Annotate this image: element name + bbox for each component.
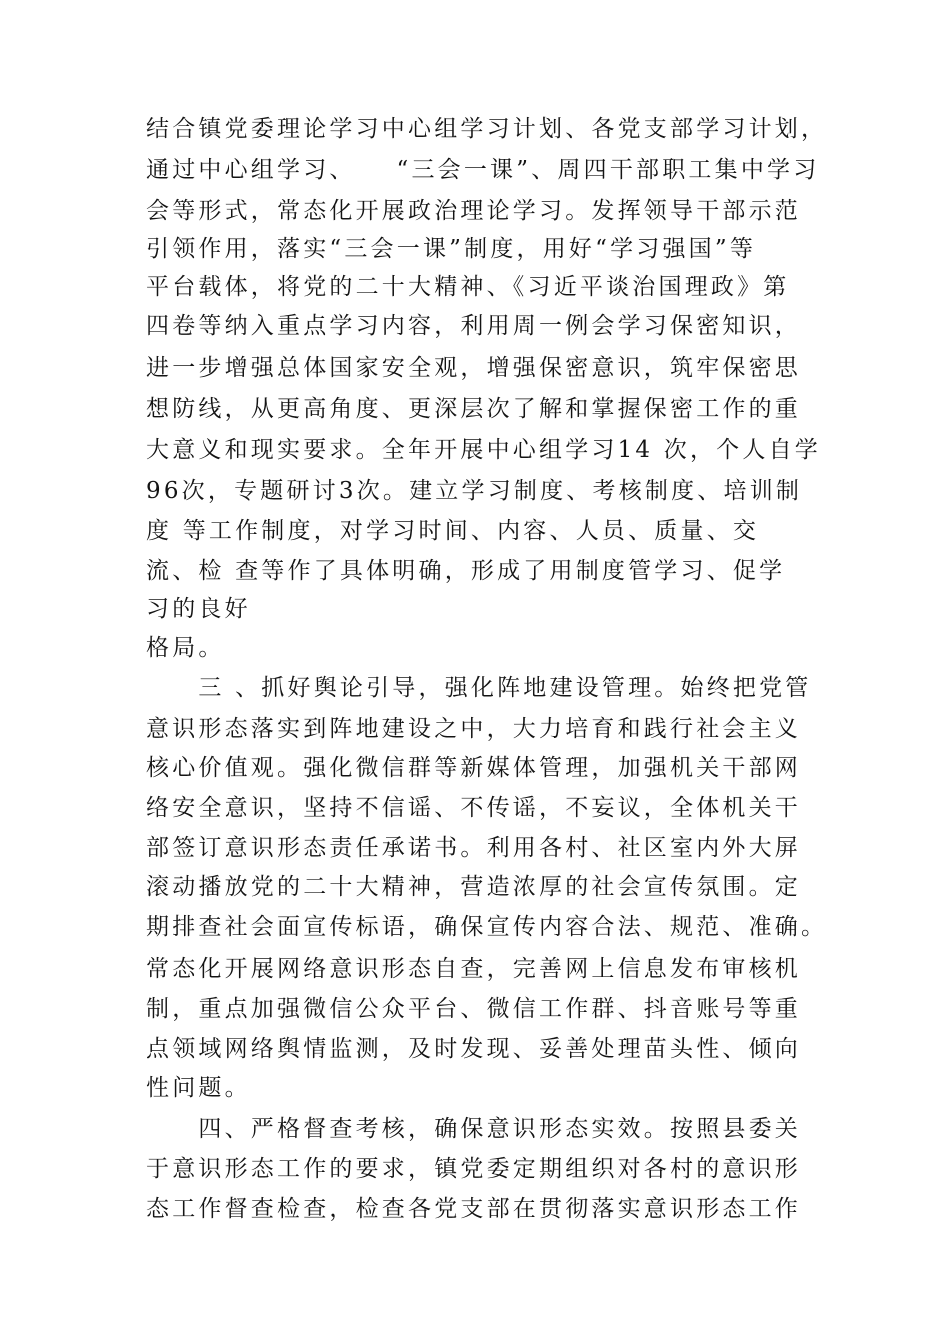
text-line: 通过中心组学习、 “三会一课”、周四干部职工集中学习 [146, 157, 820, 183]
text-line: 度 等工作制度，对学习时间、内容、人员、质量、交 [146, 518, 760, 544]
text-line: 常态化开展网络意识形态自查，完善网上信息发布审核机 [146, 956, 801, 982]
text-line: 96次，专题研讨3次。建立学习制度、考核制度、培训制 [146, 478, 803, 504]
text-line: 于意识形态工作的要求，镇党委定期组织对各村的意识形 [146, 1156, 801, 1182]
text-line: 核心价值观。强化微信群等新媒体管理，加强机关干部网 [146, 755, 801, 781]
text-line: 结合镇党委理论学习中心组学习计划、各党支部学习计划， [146, 116, 828, 142]
text-line: 习的良好 [146, 596, 251, 622]
text-line: 三 、抓好舆论引导，强化阵地建设管理。始终把党管 [146, 675, 812, 701]
text-line: 平台载体，将党的二十大精神、《习近平谈治国理政》第 [146, 274, 790, 300]
text-line: 制，重点加强微信公众平台、微信工作群、抖音账号等重 [146, 996, 801, 1022]
text-line: 格局。 [146, 635, 225, 661]
text-line: 性问题。 [146, 1075, 251, 1101]
text-line: 大意义和现实要求。全年开展中心组学习14 次，个人自学 [146, 437, 821, 463]
text-line: 期排查社会面宣传标语，确保宣传内容合法、规范、准确。 [146, 914, 828, 940]
text-line: 点领域网络舆情监测，及时发现、妥善处理苗头性、倾向 [146, 1036, 801, 1062]
text-line: 四卷等纳入重点学习内容，利用周一例会学习保密知识， [146, 313, 801, 339]
text-line: 滚动播放党的二十大精神，营造浓厚的社会宣传氛围。定 [146, 874, 801, 900]
text-line: 态工作督查检查，检查各党支部在贯彻落实意识形态工作 [146, 1196, 801, 1222]
text-line: 会等形式，常态化开展政治理论学习。发挥领导干部示范 [146, 198, 801, 224]
text-line: 意识形态落实到阵地建设之中，大力培育和践行社会主义 [146, 716, 801, 742]
text-line: 引领作用，落实“三会一课”制度，用好“学习强国”等 [146, 236, 757, 262]
text-line: 络安全意识，坚持不信谣、不传谣，不妄议，全体机关干 [146, 795, 801, 821]
text-line: 想防线，从更高角度、更深层次了解和掌握保密工作的重 [146, 396, 801, 422]
text-line: 部签订意识形态责任承诺书。利用各村、社区室内外大屏 [146, 835, 801, 861]
text-line: 四、严格督查考核，确保意识形态实效。按照县委关 [146, 1116, 801, 1142]
text-line: 进一步增强总体国家安全观，增强保密意识，筑牢保密思 [146, 355, 801, 381]
text-line: 流、检 查等作了具体明确，形成了用制度管学习、促学 [146, 558, 786, 584]
